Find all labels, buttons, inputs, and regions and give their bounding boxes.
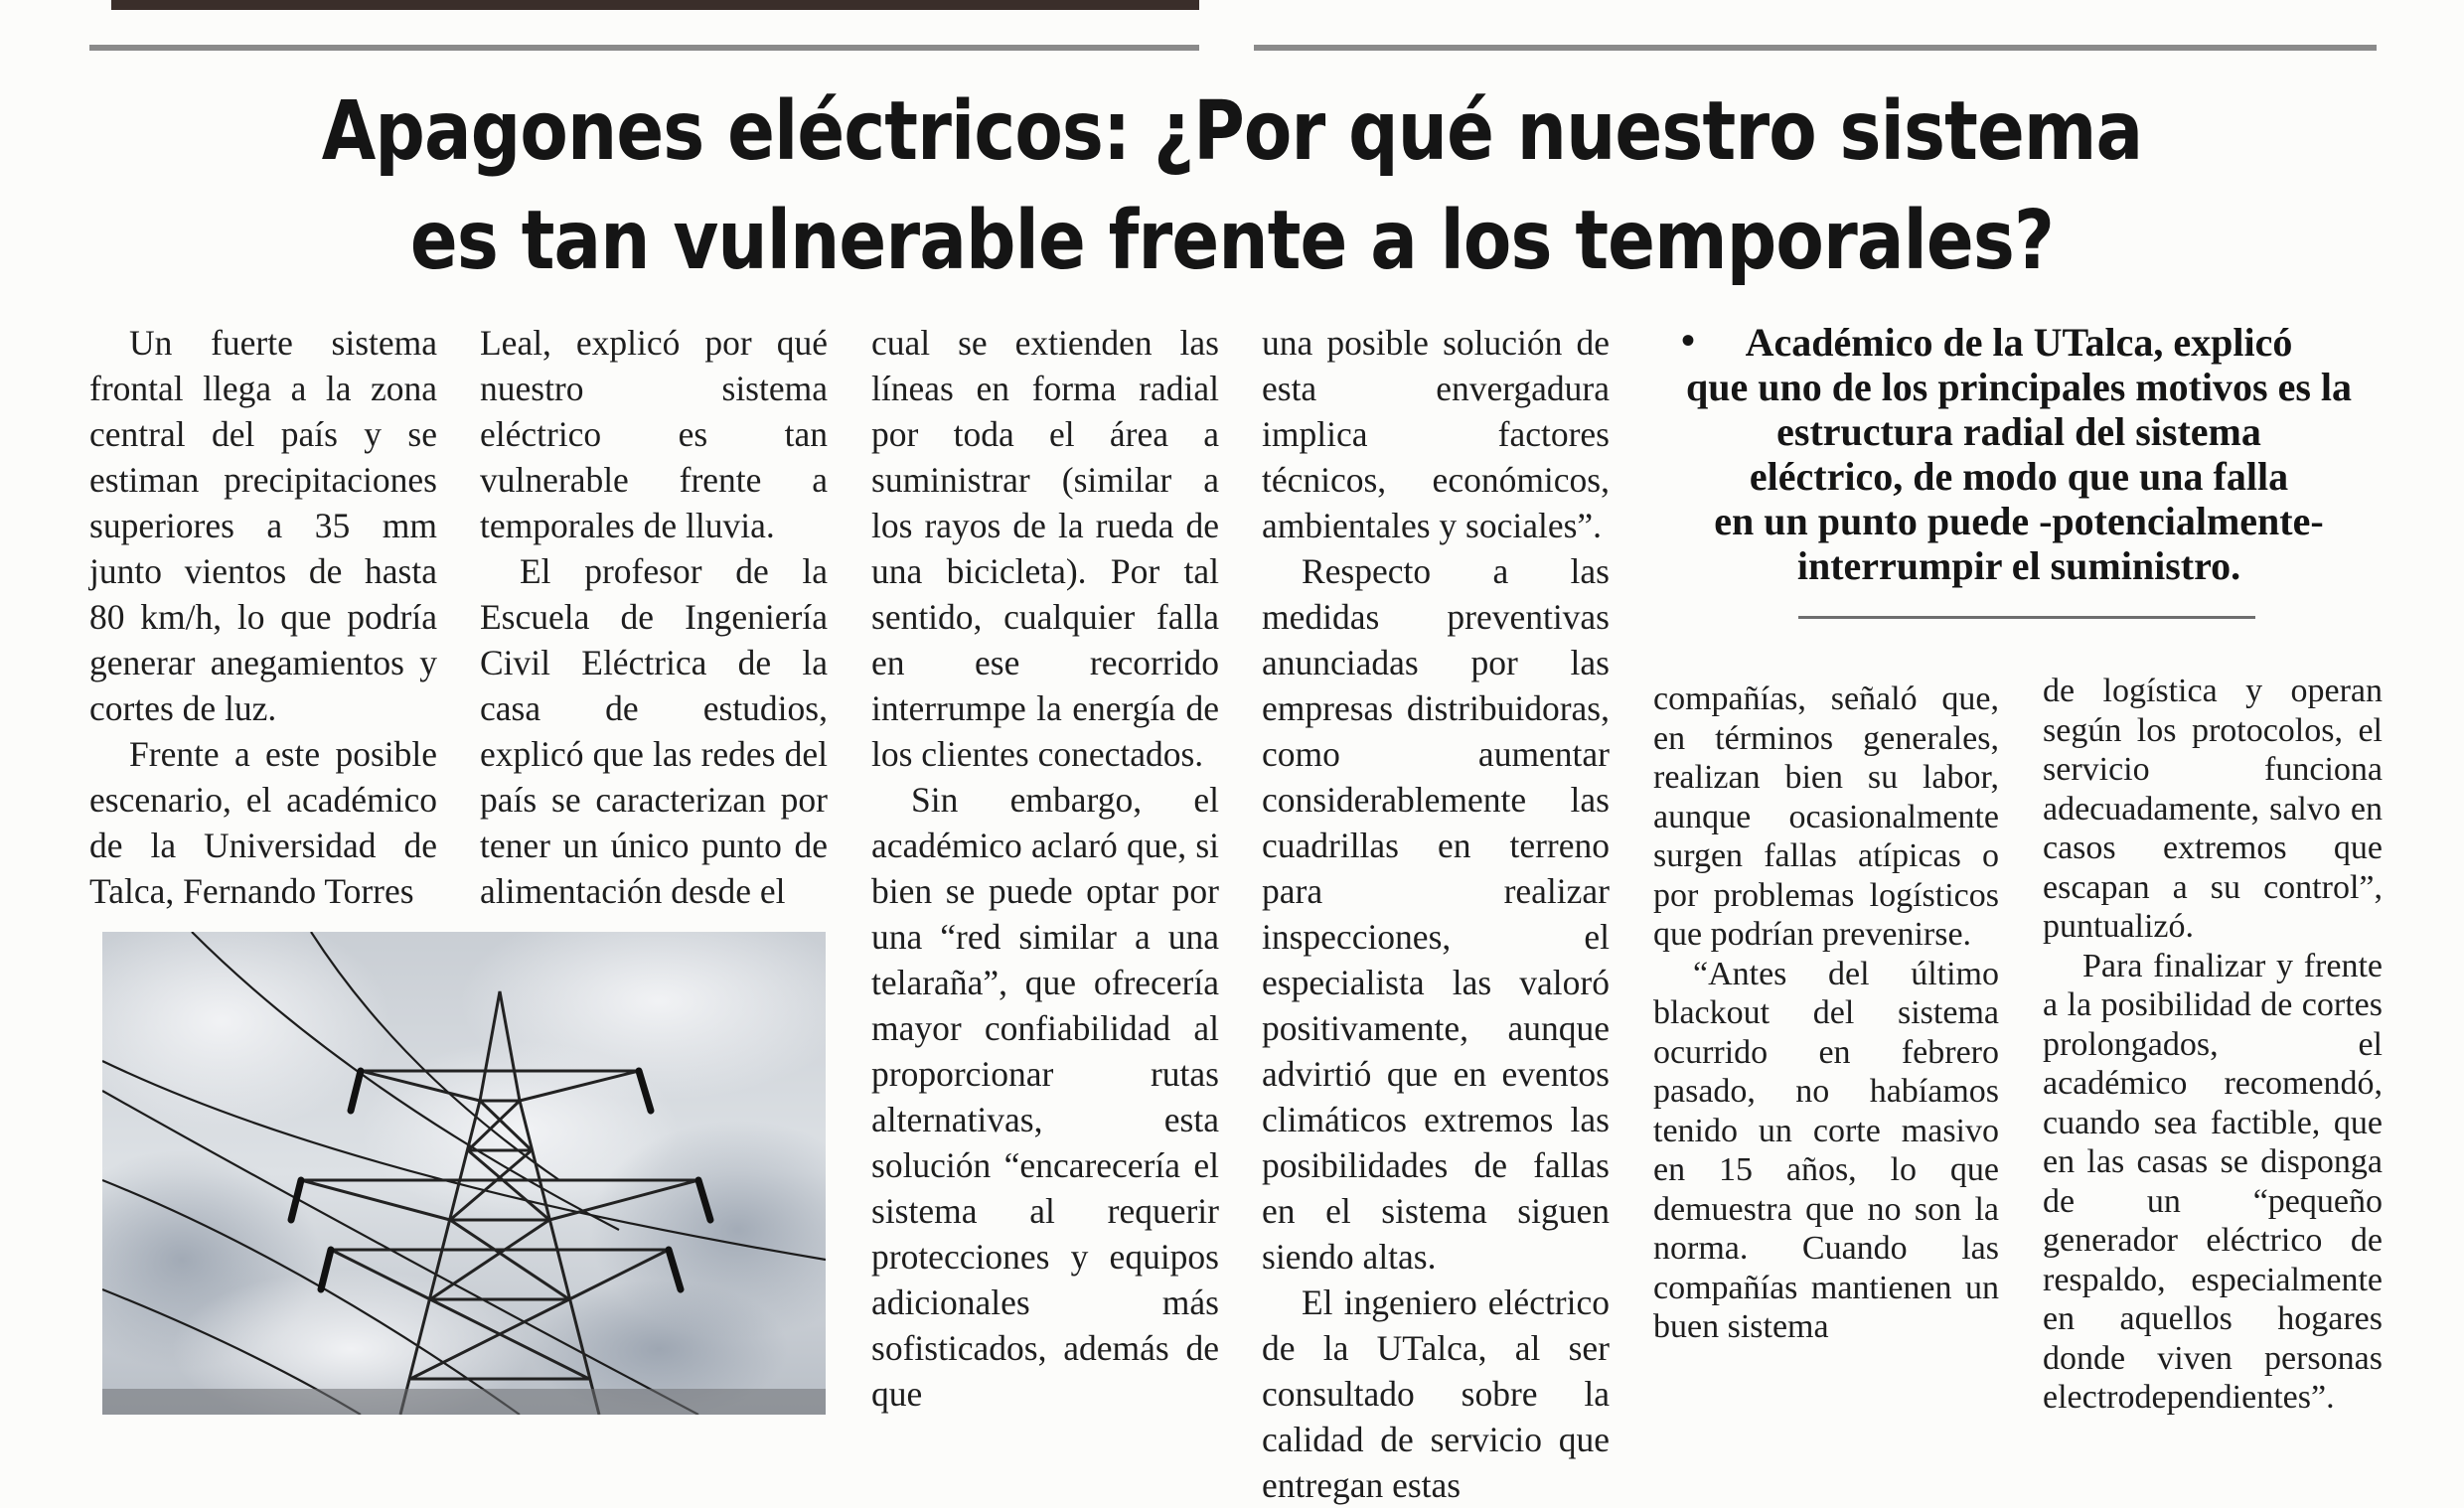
section-rule-left (89, 45, 1199, 51)
pull-quote-line: estructura radial del sistema (1776, 409, 2261, 454)
article-column-2 (480, 320, 828, 914)
paragraph: El ingeniero eléctrico de la UTalca, al ser consultado sobre la calidad de servicio que entregan estas (1262, 1282, 1610, 1505)
article-column-4 (1262, 320, 1610, 1508)
paragraph: Respecto a las medidas preventivas anunciadas por las empresas distribuidoras, como aumentar considerablemente las cuadrillas en terreno para realizar inspecciones, el especialista las valoró positivamente, aunque advirtió que en eventos climáticos extremos las posibilidades de fallas en el sistema siguen siendo altas. (1262, 551, 1610, 1277)
article-column-5 (1653, 679, 1999, 1347)
pull-quote (1651, 320, 2387, 588)
top-photo-strip (111, 0, 1199, 10)
article-column-3 (871, 320, 1219, 1417)
pull-quote-line: interrumpir el suministro. (1796, 543, 2241, 588)
paragraph: una posible solución de esta envergadura implica factores técnicos, económicos, ambientales y sociales”. (1262, 323, 1610, 545)
article-column-6 (2043, 672, 2383, 1418)
bullet-icon: • (1681, 318, 1696, 363)
paragraph: Un fuerte sistema frontal llega a la zona central del país y se estiman precipitaciones superiores a 35 mm junto vientos de hasta 80 km/h, lo que podría generar anegamientos y cortes de luz. (89, 323, 437, 728)
headline-line-1: Apagones eléctricos: ¿Por qué nuestro sistema (321, 84, 2143, 179)
paragraph: “Antes del último blackout del sistema ocurrido en febrero pasado, no habíamos tenido un corte masivo en 15 años, lo que demuestra que no son la norma. Cuando las compañías mantienen un buen sistema (1653, 955, 1999, 1345)
article-headline (249, 77, 2215, 296)
paragraph: El profesor de la Escuela de Ingeniería Civil Eléctrica de la casa de estudios, explicó que las redes del país se caracterizan por tener un único punto de alimentación desde el (480, 551, 828, 911)
headline-line-2: es tan vulnerable frente a los temporales? (409, 194, 2055, 288)
section-rule-right (1254, 45, 2377, 51)
pull-quote-line: Académico de la UTalca, explicó (1745, 320, 2293, 365)
paragraph: Frente a este posible escenario, el académico de la Universidad de Talca, Fernando Torres (89, 734, 437, 911)
paragraph: de logística y operan según los protocolos, el servicio funciona adecuadamente, salvo en casos extremos que escapan a su control”, puntualizó. (2043, 673, 2383, 945)
paragraph: Sin embargo, el académico aclaró que, si bien se puede optar por una “red similar a una telaraña”, que ofrecería mayor confiabilidad al proporcionar rutas alternativas, esta solución “encarecería el sistema al requerir protecciones y equipos adicionales más sofisticados, además de que (871, 780, 1219, 1414)
paragraph: Leal, explicó por qué nuestro sistema eléctrico es tan vulnerable frente a temporales de lluvia. (480, 323, 828, 545)
paragraph: cual se extienden las líneas en forma radial por toda el área a suministrar (similar a los rayos de la rueda de una bicicleta). Por tal sentido, cualquier falla en ese recorrido interrumpe la energía de los clientes conectados. (871, 323, 1219, 774)
pull-quote-line: eléctrico, de modo que una falla (1749, 454, 2289, 499)
article-column-1 (89, 320, 437, 914)
paragraph: Para finalizar y frente a la posibilidad de cortes prolongados, el académico recomendó, cuando sea factible, que en las casas se disponga de un “pequeño generador eléctrico de respaldo, especialmente en aquellos hogares donde viven personas electrodependientes”. (2043, 947, 2383, 1416)
pull-quote-line: en un punto puede -potencialmente- (1714, 499, 2324, 543)
pull-quote-line: que uno de los principales motivos es la (1685, 365, 2353, 409)
pull-quote-rule (1798, 616, 2255, 619)
paragraph: compañías, señaló que, en términos generales, realizan bien su labor, aunque ocasionalmente surgen fallas atípicas o por problemas logísticos que podrían prevenirse. (1653, 680, 1999, 953)
transmission-tower-photo (102, 932, 826, 1415)
